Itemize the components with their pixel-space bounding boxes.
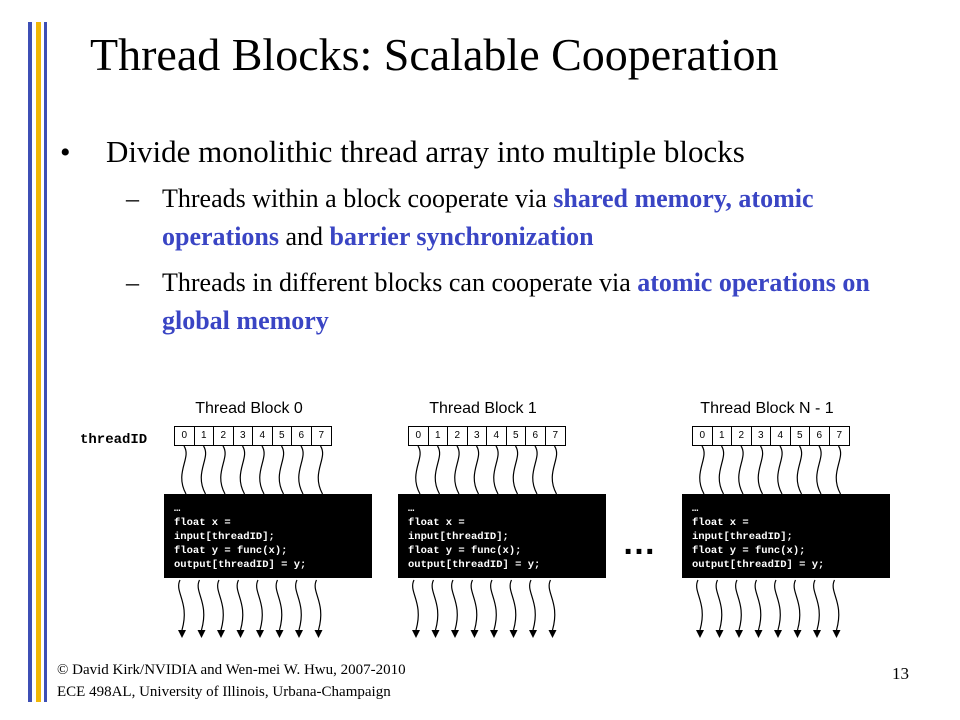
arrow-head <box>716 630 724 638</box>
bullet-text: Divide monolithic thread array into multiple blocks <box>106 134 745 169</box>
thread-flow-arrow <box>296 580 302 630</box>
thread-code-box <box>164 494 372 578</box>
thread-id-cell: 4 <box>487 427 507 445</box>
thread-flow-arrow <box>552 446 556 494</box>
thread-flow-arrow <box>413 580 419 630</box>
arrow-head <box>833 630 841 638</box>
thread-flow-arrow <box>755 580 761 630</box>
arrow-head <box>813 630 821 638</box>
thread-block-title: Thread Block 1 <box>429 400 537 417</box>
thread-flow-arrow <box>182 446 186 494</box>
left-accent-bar-blue-inner <box>44 22 47 702</box>
thread-id-array <box>174 426 332 446</box>
thread-id-cell: 2 <box>448 427 468 445</box>
thread-flow-arrow <box>221 446 225 494</box>
thread-flow-arrow <box>549 580 555 630</box>
code-line: … <box>408 503 415 515</box>
thread-flow-arrow <box>179 580 185 630</box>
thread-id-cell: 7 <box>318 430 325 441</box>
thread-id-label: threadID <box>80 432 148 448</box>
arrow-head <box>696 630 704 638</box>
arrow-head <box>276 630 284 638</box>
thread-code-box <box>398 494 606 578</box>
thread-output-arrows <box>692 578 852 640</box>
code-line: float y = func(x); <box>174 545 288 557</box>
arrow-head <box>490 630 498 638</box>
code-line: float x = <box>408 517 465 529</box>
footer-course: ECE 498AL, University of Illinois, Urbana-Champaign <box>57 684 391 700</box>
thread-flow-arrow <box>455 446 459 494</box>
thread-flow-arrow <box>739 446 743 494</box>
thread-flow-arrow <box>814 580 820 630</box>
code-line: input[threadID]; <box>174 531 275 543</box>
thread-id-cell: 3 <box>752 427 772 445</box>
thread-id-cell: 2 <box>732 427 752 445</box>
code-line: float x = <box>692 517 749 529</box>
thread-flow-arrow <box>833 580 839 630</box>
thread-block-title: Thread Block N - 1 <box>700 400 834 417</box>
arrow-head <box>178 630 186 638</box>
thread-block <box>164 400 364 660</box>
thread-flow-arrow <box>218 580 224 630</box>
thread-flow-arrow <box>794 580 800 630</box>
left-accent-bar-gold <box>36 22 41 702</box>
thread-flow-arrow <box>719 446 723 494</box>
sub-bullet-dash: – <box>126 184 139 213</box>
thread-id-cell: 5 <box>791 427 811 445</box>
thread-flow-arrow <box>315 580 321 630</box>
thread-flow-arrow <box>736 580 742 630</box>
thread-flow-arrow <box>474 446 478 494</box>
thread-flow-arrow <box>432 580 438 630</box>
thread-flow-arrow <box>797 446 801 494</box>
arrow-head <box>774 630 782 638</box>
sub1-highlight-barrier: barrier synchronization <box>329 222 594 251</box>
thread-flow-arrow <box>471 580 477 630</box>
thread-block <box>682 400 882 660</box>
thread-code-box <box>682 494 890 578</box>
sub-bullet-2 <box>126 264 882 340</box>
thread-flow-arrow <box>836 446 840 494</box>
arrow-head <box>510 630 518 638</box>
arrow-head <box>471 630 479 638</box>
arrow-head <box>315 630 323 638</box>
thread-id-cell: 0 <box>693 427 713 445</box>
thread-flow-arrow <box>716 580 722 630</box>
footer-copyright: © David Kirk/NVIDIA and Wen-mei W. Hwu, 2007-2010 <box>57 662 406 678</box>
arrow-head <box>237 630 245 638</box>
arrow-head <box>295 630 303 638</box>
thread-id-cell: 7 <box>836 430 843 441</box>
code-line: … <box>174 503 181 515</box>
thread-flow-arrow <box>240 446 244 494</box>
thread-id-array <box>692 426 850 446</box>
thread-id-cell: 5 <box>507 427 527 445</box>
thread-id-cell: 5 <box>273 427 293 445</box>
code-line: … <box>692 503 699 515</box>
thread-input-arrows <box>408 444 568 496</box>
thread-id-cell: 4 <box>771 427 791 445</box>
thread-flow-arrow <box>530 580 536 630</box>
code-line: output[threadID] = y; <box>692 559 825 571</box>
code-line: float y = func(x); <box>692 545 806 557</box>
left-accent-bar-blue <box>28 22 32 702</box>
thread-flow-arrow <box>494 446 498 494</box>
arrow-head <box>794 630 802 638</box>
thread-flow-arrow <box>279 446 283 494</box>
thread-flow-arrow <box>775 580 781 630</box>
thread-output-arrows <box>174 578 334 640</box>
thread-flow-arrow <box>697 580 703 630</box>
arrow-head <box>451 630 459 638</box>
thread-flow-arrow <box>237 580 243 630</box>
thread-flow-arrow <box>276 580 282 630</box>
thread-flow-arrow <box>435 446 439 494</box>
thread-flow-arrow <box>533 446 537 494</box>
thread-id-cell: 3 <box>468 427 488 445</box>
thread-id-cell: 4 <box>253 427 273 445</box>
sub1-text: Threads within a block cooperate via <box>162 184 554 213</box>
thread-flow-arrow <box>260 446 264 494</box>
arrow-head <box>432 630 440 638</box>
code-line: input[threadID]; <box>692 531 793 543</box>
arrow-head <box>412 630 420 638</box>
thread-block <box>398 400 598 660</box>
thread-flow-arrow <box>510 580 516 630</box>
sub-bullet-1 <box>126 180 882 256</box>
thread-input-arrows <box>692 444 852 496</box>
thread-flow-arrow <box>198 580 204 630</box>
arrow-head <box>217 630 225 638</box>
code-line: input[threadID]; <box>408 531 509 543</box>
thread-input-arrows <box>174 444 334 496</box>
thread-flow-arrow <box>416 446 420 494</box>
thread-flow-arrow <box>817 446 821 494</box>
blocks-ellipsis: … <box>622 524 656 562</box>
slide-title: Thread Blocks: Scalable Cooperation <box>90 29 779 80</box>
thread-flow-arrow <box>513 446 517 494</box>
code-line: output[threadID] = y; <box>174 559 307 571</box>
thread-flow-arrow <box>299 446 303 494</box>
sub1-highlight-shared-memory: shared memory, <box>553 184 732 213</box>
thread-id-cell: 2 <box>214 427 234 445</box>
thread-id-cell: 1 <box>429 427 449 445</box>
thread-id-cell: 1 <box>713 427 733 445</box>
code-line: float y = func(x); <box>408 545 522 557</box>
arrow-head <box>735 630 743 638</box>
code-line: float x = <box>174 517 231 529</box>
sub-bullet-dash: – <box>126 268 139 297</box>
thread-flow-arrow <box>318 446 322 494</box>
thread-flow-arrow <box>452 580 458 630</box>
thread-flow-arrow <box>758 446 762 494</box>
thread-id-cell: 0 <box>409 427 429 445</box>
thread-flow-arrow <box>201 446 205 494</box>
thread-id-array <box>408 426 566 446</box>
thread-output-arrows <box>408 578 568 640</box>
thread-flow-arrow <box>257 580 263 630</box>
bullet-dot: • <box>60 136 71 169</box>
arrow-head <box>549 630 557 638</box>
thread-flow-arrow <box>700 446 704 494</box>
arrow-head <box>529 630 537 638</box>
thread-id-cell: 3 <box>234 427 254 445</box>
thread-id-cell: 6 <box>810 427 830 445</box>
sub1-and: and <box>279 222 330 251</box>
thread-id-cell: 6 <box>292 427 312 445</box>
code-line: output[threadID] = y; <box>408 559 541 571</box>
thread-block-title: Thread Block 0 <box>195 400 303 417</box>
arrow-head <box>256 630 264 638</box>
sub2-highlight-atomic-global: atomic operations on global memory <box>162 268 870 335</box>
thread-id-cell: 0 <box>175 427 195 445</box>
thread-id-cell: 1 <box>195 427 215 445</box>
page-number: 13 <box>892 664 909 683</box>
thread-id-cell: 6 <box>526 427 546 445</box>
thread-flow-arrow <box>778 446 782 494</box>
arrow-head <box>198 630 206 638</box>
sub2-text: Threads in different blocks can cooperate via <box>162 268 638 297</box>
arrow-head <box>755 630 763 638</box>
thread-flow-arrow <box>491 580 497 630</box>
sub1-highlight-atomic: atomic operations <box>162 184 814 251</box>
thread-id-cell: 7 <box>552 430 559 441</box>
